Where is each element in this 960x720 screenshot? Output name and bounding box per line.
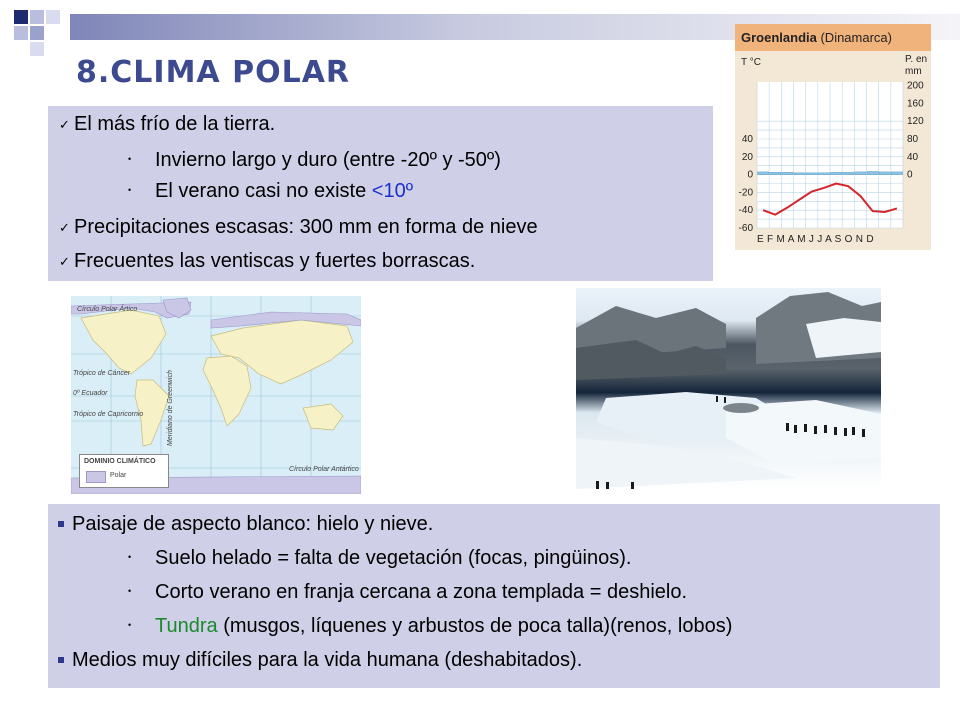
- precip-bar: [770, 172, 781, 174]
- dot-icon: •: [128, 185, 132, 195]
- decor-square: [30, 10, 44, 24]
- map-label-capricorn: Trópico de Capricornio: [73, 411, 144, 418]
- legend-title: DOMINIO CLIMÁTICO: [84, 458, 156, 465]
- precip-axis-label: P. en: [905, 54, 928, 65]
- temp-tick-label: -40: [738, 205, 753, 217]
- bullet-text: Frecuentes las ventiscas y fuertes borrascas.: [74, 250, 476, 272]
- decor-square: [30, 42, 44, 56]
- bullet-text-main: El verano casi no existe: [155, 180, 372, 202]
- temp-tick-label: 40: [741, 134, 753, 145]
- precip-bar: [891, 172, 902, 175]
- bullet-text-main: (musgos, líquenes y arbustos de poca talla)(renos, lobos): [217, 615, 733, 637]
- square-bullet-icon: [58, 521, 64, 527]
- temp-axis-label: T °C: [741, 57, 761, 68]
- bullet-text: Medios muy difíciles para la vida humana (deshabitados).: [72, 649, 583, 671]
- bullet-text: [155, 179, 413, 203]
- slide-title: 8.CLIMA POLAR: [76, 55, 351, 90]
- temp-tick-label: 20: [741, 151, 753, 163]
- polar-swatch-icon: [86, 471, 106, 483]
- decor-square: [14, 10, 28, 24]
- world-map: [71, 296, 361, 494]
- penguin-ice-landscape-photo: [576, 288, 881, 489]
- photo-art: [576, 288, 881, 489]
- bullet-text: [155, 614, 732, 638]
- precip-bar: [843, 172, 854, 174]
- precip-tick-label: 120: [907, 116, 924, 128]
- bullet-text: Suelo helado = falta de vegetación (focas, pingüinos).: [155, 547, 632, 569]
- top-text-panel: [48, 106, 713, 281]
- dot-icon: •: [128, 586, 132, 596]
- precip-bar: [806, 173, 817, 175]
- precip-bar: [782, 172, 793, 174]
- map-label-arctic: Círculo Polar Ártico: [77, 306, 138, 313]
- checkmark-icon: ✓: [59, 254, 70, 269]
- precip-bar: [818, 173, 829, 175]
- precip-bar: [867, 171, 878, 174]
- month-labels: E F M A M J J A S O N D: [757, 234, 874, 245]
- precip-tick-label: 40: [907, 151, 919, 163]
- square-bullet-icon: [58, 657, 64, 663]
- bullet-text: Invierno largo y duro (entre -20º y -50º): [155, 149, 501, 171]
- precip-bar: [831, 172, 842, 174]
- temp-tick-label: -60: [738, 223, 753, 234]
- bottom-text-panel: [48, 504, 940, 688]
- precip-bar: [794, 173, 805, 175]
- dot-icon: •: [128, 154, 132, 164]
- precip-tick-label: 80: [907, 134, 919, 145]
- bullet-text: El más frío de la tierra.: [74, 113, 276, 135]
- bullet-text: Precipitaciones escasas: 300 mm en forma de nieve: [74, 216, 538, 238]
- temp-tick-label: -20: [738, 187, 753, 199]
- bullet-text-highlight: Tundra: [155, 615, 218, 637]
- temp-tick-label: 0: [747, 169, 753, 181]
- map-label-equator: 0º Ecuador: [73, 390, 108, 397]
- dot-icon: •: [128, 552, 132, 562]
- decor-square: [46, 10, 60, 24]
- bullet-text: Corto verano en franja cercana a zona templada = deshielo.: [155, 581, 688, 603]
- precip-axis-unit: mm: [905, 66, 922, 77]
- decor-square: [30, 26, 44, 40]
- precip-tick-label: 0: [907, 169, 913, 181]
- checkmark-icon: ✓: [59, 117, 70, 132]
- bullet-text-highlight: <10º: [371, 180, 414, 202]
- climograph-plot: [735, 24, 931, 250]
- precip-bar: [855, 172, 866, 175]
- bullet-text: Paisaje de aspecto blanco: hielo y nieve.: [72, 513, 434, 535]
- checkmark-icon: ✓: [59, 220, 70, 235]
- map-label-antarctic: Círculo Polar Antártico: [289, 466, 359, 473]
- climograph-title: Groenlandia (Dinamarca): [741, 30, 892, 45]
- precip-bar: [758, 172, 769, 175]
- map-label-greenwich: Meridiano de Greenwich: [167, 370, 174, 446]
- map-label-cancer: Trópico de Cáncer: [73, 370, 131, 377]
- precip-bar: [879, 172, 890, 175]
- legend-item-polar: Polar: [110, 472, 127, 479]
- precip-tick-label: 160: [907, 98, 924, 110]
- map-legend: [79, 454, 169, 488]
- dot-icon: •: [128, 620, 132, 630]
- precip-tick-label: 200: [907, 80, 924, 92]
- decor-square: [14, 26, 28, 40]
- climograph: [735, 24, 931, 250]
